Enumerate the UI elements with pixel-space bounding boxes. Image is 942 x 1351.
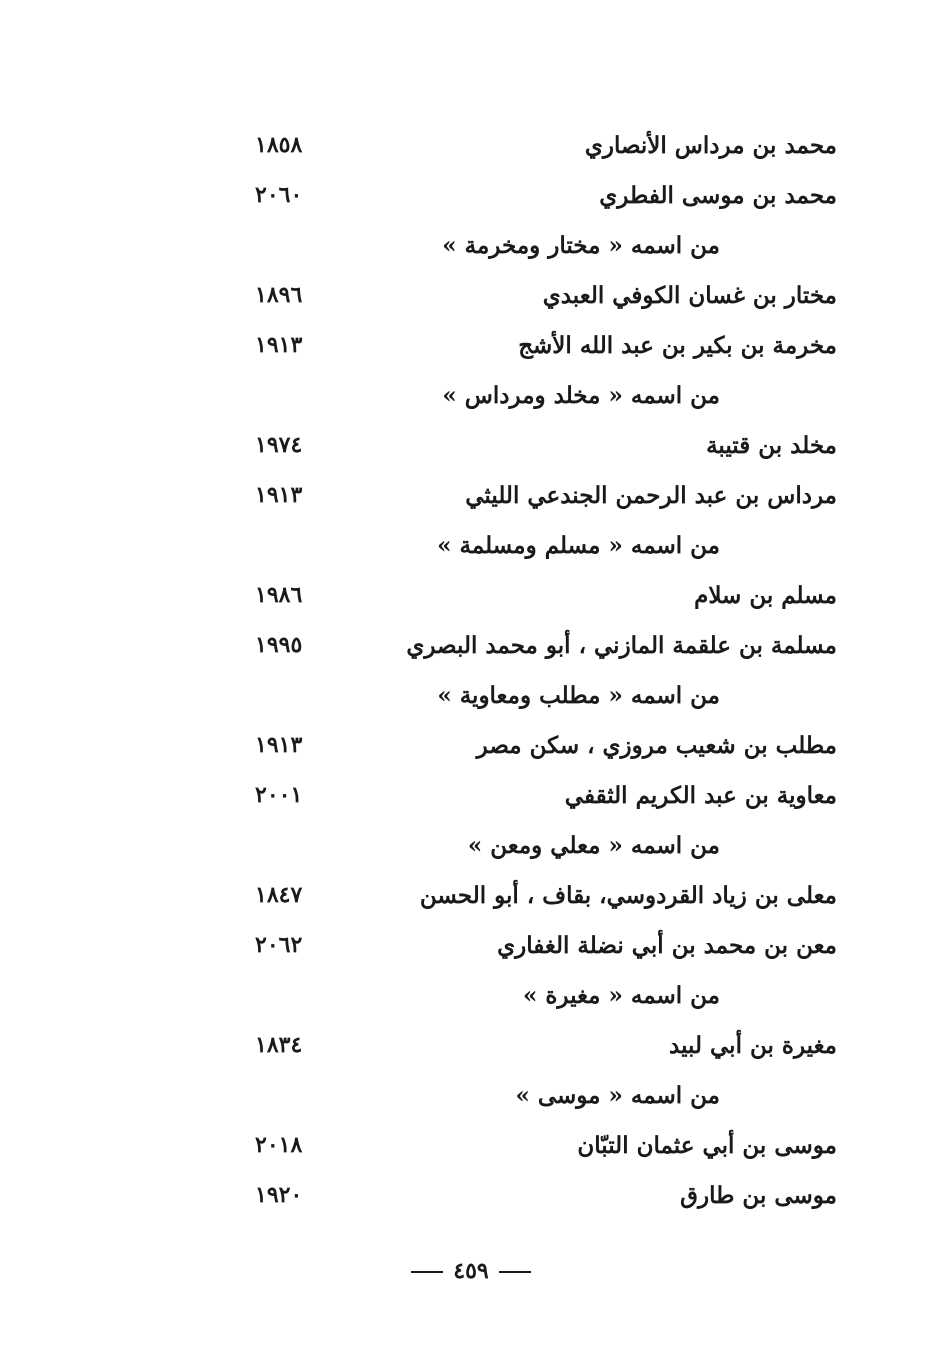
heading-text: من اسمه « مطلب ومعاوية » [437, 682, 720, 709]
section-heading [0, 972, 942, 1022]
entry-name: مرداس بن عبد الرحمن الجندعي الليثي [465, 482, 837, 509]
index-entry [0, 322, 942, 372]
section-heading [0, 372, 942, 422]
index-entry [0, 1022, 942, 1072]
heading-text: من اسمه « معلي ومعن » [467, 832, 720, 859]
entry-number: ١٨٩٦ [255, 282, 303, 308]
page-number: ٤٥٩ [453, 1258, 489, 1284]
entry-name: محمد بن موسى الفطري [599, 182, 837, 209]
index-entry [0, 622, 942, 672]
entry-number: ٢٠٠١ [255, 782, 303, 808]
index-entry [0, 572, 942, 622]
footer-dash [499, 1271, 531, 1273]
heading-text: من اسمه « مخلد ومرداس » [442, 382, 720, 409]
footer-dash [411, 1271, 443, 1273]
entry-name: معن بن محمد بن أبي نضلة الغفاري [497, 932, 837, 959]
index-entry [0, 772, 942, 822]
index-entry [0, 1172, 942, 1222]
entry-name: محمد بن مرداس الأنصاري [584, 132, 837, 159]
entry-number: ١٩١٣ [255, 732, 303, 758]
entry-name: موسى بن أبي عثمان التبّان [577, 1132, 837, 1159]
index-entry [0, 922, 942, 972]
heading-text: من اسمه « مسلم ومسلمة » [437, 532, 720, 559]
heading-text: من اسمه « مغيرة » [523, 982, 720, 1009]
section-heading [0, 1072, 942, 1122]
section-heading [0, 522, 942, 572]
section-heading [0, 222, 942, 272]
entry-name: مخرمة بن بكير بن عبد الله الأشج [518, 332, 837, 359]
entry-number: ٢٠٦٢ [255, 932, 303, 958]
index-entries [0, 122, 942, 1222]
entry-number: ١٩٩٥ [255, 632, 303, 658]
entry-number: ١٩١٣ [255, 332, 303, 358]
entry-name: معلى بن زياد القردوسي، بقاف ، أبو الحسن [419, 882, 837, 909]
page-footer [0, 1258, 942, 1284]
entry-name: موسى بن طارق [680, 1182, 837, 1209]
index-entry [0, 172, 942, 222]
entry-number: ٢٠١٨ [255, 1132, 303, 1158]
index-entry [0, 872, 942, 922]
entry-name: مغيرة بن أبي لبيد [669, 1032, 837, 1059]
entry-number: ١٨٤٧ [255, 882, 303, 908]
entry-number: ١٨٣٤ [255, 1032, 303, 1058]
index-entry [0, 272, 942, 322]
entry-name: مطلب بن شعيب مروزي ، سكن مصر [476, 732, 837, 759]
index-entry [0, 122, 942, 172]
heading-text: من اسمه « موسى » [515, 1082, 720, 1109]
index-entry [0, 422, 942, 472]
entry-number: ١٩٢٠ [255, 1182, 303, 1208]
entry-name: معاوية بن عبد الكريم الثقفي [564, 782, 837, 809]
entry-number: ١٩٨٦ [255, 582, 303, 608]
entry-number: ١٩٧٤ [255, 432, 303, 458]
entry-name: مخلد بن قتيبة [706, 432, 837, 459]
index-entry [0, 722, 942, 772]
index-entry [0, 1122, 942, 1172]
section-heading [0, 672, 942, 722]
entry-number: ١٩١٣ [255, 482, 303, 508]
section-heading [0, 822, 942, 872]
index-entry [0, 472, 942, 522]
heading-text: من اسمه « مختار ومخرمة » [442, 232, 720, 259]
entry-number: ١٨٥٨ [255, 132, 303, 158]
entry-name: مسلمة بن علقمة المازني ، أبو محمد البصري [406, 632, 837, 659]
entry-number: ٢٠٦٠ [255, 182, 303, 208]
entry-name: مسلم بن سلام [694, 582, 837, 609]
entry-name: مختار بن غسان الكوفي العبدي [542, 282, 837, 309]
